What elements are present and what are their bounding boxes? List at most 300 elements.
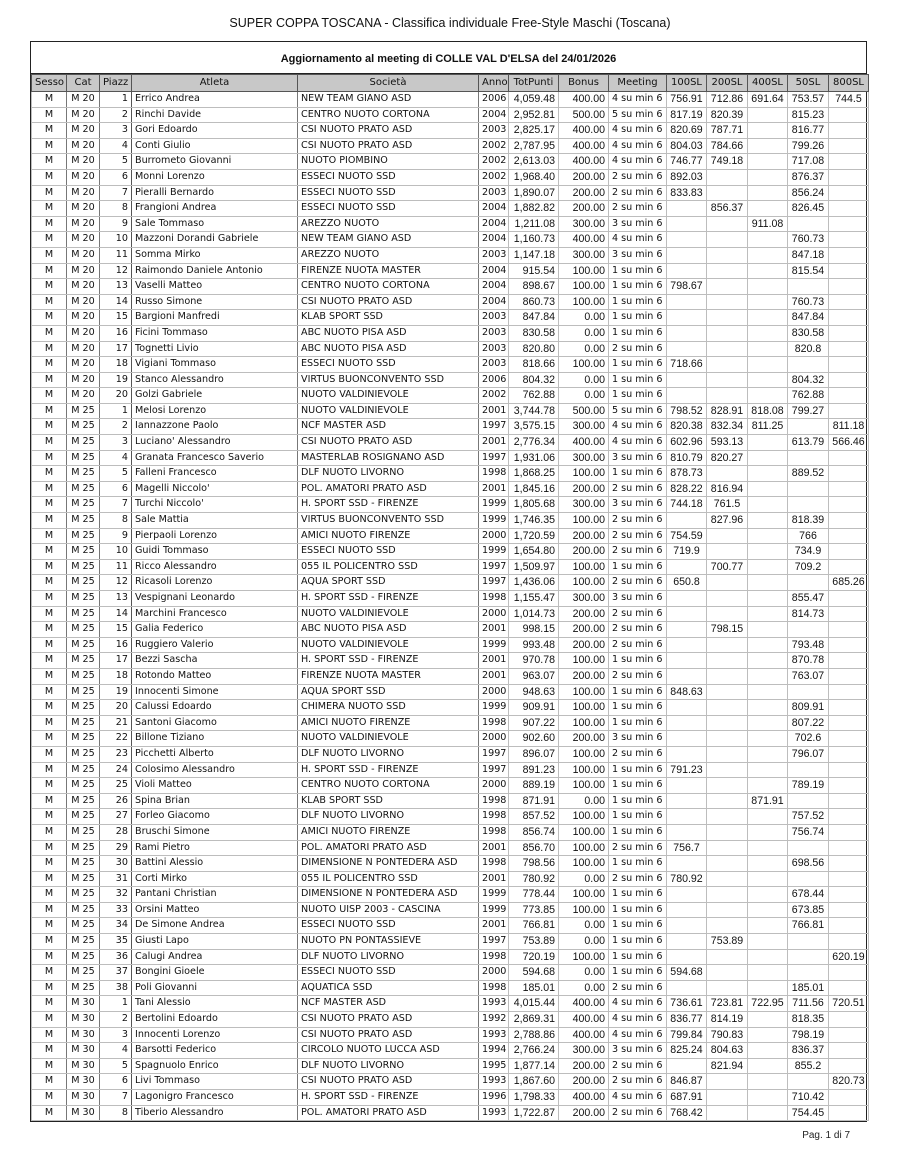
cell-cat: M 25	[67, 435, 100, 451]
cell-totpunti: 778.44	[509, 887, 559, 903]
cell-societa: DLF NUOTO LIVORNO	[298, 949, 479, 965]
cell-50sl	[788, 840, 829, 856]
cell-anno: 1998	[479, 591, 509, 607]
cell-sesso: M	[32, 435, 67, 451]
table-row	[32, 279, 869, 295]
cell-societa: ESSECI NUOTO SSD	[298, 965, 479, 981]
cell-50sl: 807.22	[788, 715, 829, 731]
cell-bonus: 200.00	[559, 1105, 609, 1121]
cell-400sl	[748, 341, 788, 357]
cell-meeting: 4 su min 6	[609, 154, 667, 170]
cell-sesso: M	[32, 263, 67, 279]
cell-400sl	[748, 856, 788, 872]
cell-totpunti: 773.85	[509, 902, 559, 918]
cell-piazz: 14	[100, 606, 132, 622]
header-col-400sl: 400SL	[748, 75, 788, 92]
cell-200sl	[707, 840, 748, 856]
cell-totpunti: 891.23	[509, 762, 559, 778]
cell-totpunti: 963.07	[509, 668, 559, 684]
cell-400sl	[748, 778, 788, 794]
cell-piazz: 8	[100, 201, 132, 217]
cell-meeting: 1 su min 6	[609, 793, 667, 809]
cell-cat: M 25	[67, 731, 100, 747]
cell-meeting: 3 su min 6	[609, 591, 667, 607]
cell-200sl: 593.13	[707, 435, 748, 451]
cell-50sl	[788, 871, 829, 887]
cell-400sl	[748, 1058, 788, 1074]
cell-atleta: Colosimo Alessandro	[132, 762, 298, 778]
cell-anno: 1993	[479, 996, 509, 1012]
cell-400sl	[748, 949, 788, 965]
cell-meeting: 2 su min 6	[609, 201, 667, 217]
cell-anno: 2002	[479, 154, 509, 170]
cell-atleta: Tiberio Alessandro	[132, 1105, 298, 1121]
cell-atleta: Bongini Gioele	[132, 965, 298, 981]
cell-piazz: 2	[100, 107, 132, 123]
cell-bonus: 400.00	[559, 154, 609, 170]
cell-100sl	[667, 980, 707, 996]
cell-totpunti: 1,014.73	[509, 606, 559, 622]
cell-piazz: 13	[100, 279, 132, 295]
cell-anno: 2001	[479, 871, 509, 887]
cell-800sl	[829, 762, 869, 778]
header-col-800sl: 800SL	[829, 75, 869, 92]
cell-800sl: 820.73	[829, 1074, 869, 1090]
cell-piazz: 30	[100, 856, 132, 872]
cell-meeting: 1 su min 6	[609, 466, 667, 482]
cell-meeting: 1 su min 6	[609, 559, 667, 575]
cell-cat: M 20	[67, 154, 100, 170]
cell-meeting: 1 su min 6	[609, 372, 667, 388]
cell-sesso: M	[32, 887, 67, 903]
cell-800sl	[829, 809, 869, 825]
cell-200sl	[707, 1105, 748, 1121]
cell-200sl: 723.81	[707, 996, 748, 1012]
table-row	[32, 92, 869, 108]
ranking-table	[31, 74, 869, 1121]
cell-50sl: 754.45	[788, 1105, 829, 1121]
cell-100sl	[667, 715, 707, 731]
cell-societa: ESSECI NUOTO SSD	[298, 169, 479, 185]
cell-meeting: 4 su min 6	[609, 1090, 667, 1106]
cell-100sl: 892.03	[667, 169, 707, 185]
cell-totpunti: 1,968.40	[509, 169, 559, 185]
cell-800sl	[829, 746, 869, 762]
cell-50sl	[788, 1074, 829, 1090]
cell-200sl	[707, 762, 748, 778]
cell-50sl	[788, 965, 829, 981]
cell-anno: 2002	[479, 388, 509, 404]
cell-cat: M 25	[67, 497, 100, 513]
cell-meeting: 2 su min 6	[609, 746, 667, 762]
table-row	[32, 778, 869, 794]
table-row	[32, 996, 869, 1012]
cell-bonus: 100.00	[559, 700, 609, 716]
cell-bonus: 400.00	[559, 1012, 609, 1028]
table-row	[32, 232, 869, 248]
cell-totpunti: 2,787.95	[509, 138, 559, 154]
cell-200sl	[707, 778, 748, 794]
cell-atleta: Mazzoni Dorandi Gabriele	[132, 232, 298, 248]
cell-meeting: 1 su min 6	[609, 388, 667, 404]
cell-200sl	[707, 544, 748, 560]
cell-societa: CSI NUOTO PRATO ASD	[298, 1027, 479, 1043]
cell-100sl	[667, 372, 707, 388]
cell-totpunti: 2,952.81	[509, 107, 559, 123]
cell-meeting: 2 su min 6	[609, 840, 667, 856]
cell-anno: 1996	[479, 1090, 509, 1106]
cell-50sl: 809.91	[788, 700, 829, 716]
cell-cat: M 20	[67, 294, 100, 310]
cell-bonus: 100.00	[559, 559, 609, 575]
cell-societa: ESSECI NUOTO SSD	[298, 918, 479, 934]
cell-100sl	[667, 232, 707, 248]
cell-sesso: M	[32, 1105, 67, 1121]
cell-400sl	[748, 1012, 788, 1028]
cell-piazz: 6	[100, 1074, 132, 1090]
cell-200sl: 749.18	[707, 154, 748, 170]
cell-cat: M 25	[67, 856, 100, 872]
cell-anno: 2001	[479, 918, 509, 934]
cell-meeting: 4 su min 6	[609, 92, 667, 108]
cell-anno: 1999	[479, 887, 509, 903]
table-row	[32, 591, 869, 607]
cell-atleta: Conti Giulio	[132, 138, 298, 154]
cell-800sl	[829, 403, 869, 419]
cell-cat: M 25	[67, 668, 100, 684]
cell-800sl	[829, 107, 869, 123]
cell-800sl	[829, 1105, 869, 1121]
cell-sesso: M	[32, 840, 67, 856]
cell-800sl	[829, 715, 869, 731]
cell-100sl	[667, 1058, 707, 1074]
cell-anno: 2004	[479, 216, 509, 232]
cell-anno: 2000	[479, 778, 509, 794]
header-col-cat: Cat	[67, 75, 100, 92]
cell-cat: M 25	[67, 793, 100, 809]
cell-bonus: 300.00	[559, 450, 609, 466]
cell-piazz: 18	[100, 668, 132, 684]
cell-400sl	[748, 528, 788, 544]
cell-800sl	[829, 1043, 869, 1059]
cell-societa: POL. AMATORI PRATO ASD	[298, 840, 479, 856]
cell-50sl: 711.56	[788, 996, 829, 1012]
cell-anno: 1998	[479, 980, 509, 996]
cell-bonus: 100.00	[559, 294, 609, 310]
cell-100sl	[667, 247, 707, 263]
cell-atleta: Tani Alessio	[132, 996, 298, 1012]
cell-meeting: 4 su min 6	[609, 419, 667, 435]
cell-societa: CENTRO NUOTO CORTONA	[298, 778, 479, 794]
table-row	[32, 1105, 869, 1121]
cell-sesso: M	[32, 762, 67, 778]
cell-bonus: 200.00	[559, 528, 609, 544]
cell-400sl	[748, 653, 788, 669]
cell-meeting: 1 su min 6	[609, 809, 667, 825]
cell-400sl	[748, 1105, 788, 1121]
cell-bonus: 400.00	[559, 435, 609, 451]
cell-totpunti: 830.58	[509, 325, 559, 341]
cell-anno: 1997	[479, 575, 509, 591]
cell-totpunti: 1,746.35	[509, 513, 559, 529]
cell-societa: ABC NUOTO PISA ASD	[298, 325, 479, 341]
cell-400sl	[748, 310, 788, 326]
table-row	[32, 1074, 869, 1090]
cell-800sl	[829, 856, 869, 872]
cell-bonus: 0.00	[559, 325, 609, 341]
cell-200sl: 827.96	[707, 513, 748, 529]
cell-atleta: Falleni Francesco	[132, 466, 298, 482]
cell-meeting: 2 su min 6	[609, 637, 667, 653]
cell-meeting: 2 su min 6	[609, 513, 667, 529]
cell-cat: M 20	[67, 279, 100, 295]
cell-50sl	[788, 419, 829, 435]
cell-cat: M 25	[67, 591, 100, 607]
cell-piazz: 34	[100, 918, 132, 934]
cell-400sl: 911.08	[748, 216, 788, 232]
cell-sesso: M	[32, 934, 67, 950]
cell-sesso: M	[32, 388, 67, 404]
cell-societa: AREZZO NUOTO	[298, 247, 479, 263]
cell-200sl	[707, 918, 748, 934]
table-row	[32, 668, 869, 684]
cell-piazz: 28	[100, 824, 132, 840]
table-row	[32, 700, 869, 716]
cell-anno: 2000	[479, 965, 509, 981]
cell-bonus: 100.00	[559, 466, 609, 482]
table-row	[32, 544, 869, 560]
cell-societa: NEW TEAM GIANO ASD	[298, 232, 479, 248]
cell-100sl	[667, 325, 707, 341]
cell-totpunti: 2,788.86	[509, 1027, 559, 1043]
cell-totpunti: 1,436.06	[509, 575, 559, 591]
cell-sesso: M	[32, 965, 67, 981]
cell-sesso: M	[32, 684, 67, 700]
cell-bonus: 100.00	[559, 575, 609, 591]
cell-sesso: M	[32, 918, 67, 934]
cell-50sl: 814.73	[788, 606, 829, 622]
cell-anno: 2001	[479, 435, 509, 451]
cell-totpunti: 2,766.24	[509, 1043, 559, 1059]
cell-piazz: 11	[100, 247, 132, 263]
cell-meeting: 2 su min 6	[609, 185, 667, 201]
cell-200sl	[707, 746, 748, 762]
cell-sesso: M	[32, 902, 67, 918]
cell-meeting: 1 su min 6	[609, 949, 667, 965]
cell-bonus: 100.00	[559, 809, 609, 825]
cell-800sl: 811.18	[829, 419, 869, 435]
cell-meeting: 2 su min 6	[609, 528, 667, 544]
cell-atleta: Innocenti Lorenzo	[132, 1027, 298, 1043]
cell-400sl	[748, 1027, 788, 1043]
cell-cat: M 25	[67, 684, 100, 700]
cell-cat: M 20	[67, 123, 100, 139]
cell-piazz: 12	[100, 263, 132, 279]
cell-200sl	[707, 871, 748, 887]
table-row	[32, 216, 869, 232]
cell-bonus: 100.00	[559, 840, 609, 856]
cell-totpunti: 2,613.03	[509, 154, 559, 170]
cell-cat: M 20	[67, 372, 100, 388]
cell-50sl: 766	[788, 528, 829, 544]
table-row	[32, 528, 869, 544]
cell-sesso: M	[32, 403, 67, 419]
cell-atleta: Stanco Alessandro	[132, 372, 298, 388]
cell-400sl: 818.08	[748, 403, 788, 419]
cell-200sl	[707, 325, 748, 341]
cell-meeting: 2 su min 6	[609, 169, 667, 185]
cell-anno: 2004	[479, 107, 509, 123]
cell-bonus: 100.00	[559, 902, 609, 918]
cell-anno: 1993	[479, 1027, 509, 1043]
cell-100sl: 825.24	[667, 1043, 707, 1059]
cell-100sl	[667, 653, 707, 669]
cell-cat: M 25	[67, 980, 100, 996]
cell-sesso: M	[32, 1090, 67, 1106]
cell-meeting: 1 su min 6	[609, 762, 667, 778]
cell-totpunti: 1,868.25	[509, 466, 559, 482]
cell-sesso: M	[32, 201, 67, 217]
cell-sesso: M	[32, 341, 67, 357]
cell-societa: AMICI NUOTO FIRENZE	[298, 528, 479, 544]
cell-cat: M 25	[67, 715, 100, 731]
cell-piazz: 3	[100, 1027, 132, 1043]
cell-anno: 1999	[479, 902, 509, 918]
cell-800sl	[829, 169, 869, 185]
cell-800sl	[829, 1058, 869, 1074]
cell-bonus: 300.00	[559, 419, 609, 435]
cell-societa: ESSECI NUOTO SSD	[298, 544, 479, 560]
cell-800sl	[829, 528, 869, 544]
cell-meeting: 2 su min 6	[609, 544, 667, 560]
table-row	[32, 809, 869, 825]
cell-cat: M 30	[67, 1012, 100, 1028]
cell-cat: M 25	[67, 762, 100, 778]
cell-100sl	[667, 310, 707, 326]
cell-800sl	[829, 591, 869, 607]
cell-meeting: 5 su min 6	[609, 107, 667, 123]
cell-400sl	[748, 107, 788, 123]
cell-totpunti: 1,509.97	[509, 559, 559, 575]
cell-400sl	[748, 325, 788, 341]
cell-meeting: 4 su min 6	[609, 232, 667, 248]
cell-200sl	[707, 793, 748, 809]
table-row	[32, 918, 869, 934]
cell-piazz: 5	[100, 466, 132, 482]
cell-meeting: 4 su min 6	[609, 123, 667, 139]
cell-meeting: 1 su min 6	[609, 653, 667, 669]
cell-200sl	[707, 310, 748, 326]
cell-50sl	[788, 934, 829, 950]
cell-societa: CSI NUOTO PRATO ASD	[298, 138, 479, 154]
cell-anno: 2004	[479, 279, 509, 295]
cell-100sl	[667, 606, 707, 622]
cell-50sl: 789.19	[788, 778, 829, 794]
cell-800sl	[829, 372, 869, 388]
cell-400sl	[748, 169, 788, 185]
cell-anno: 2003	[479, 341, 509, 357]
cell-100sl	[667, 622, 707, 638]
cell-sesso: M	[32, 294, 67, 310]
cell-800sl	[829, 481, 869, 497]
cell-800sl	[829, 1090, 869, 1106]
cell-100sl: 848.63	[667, 684, 707, 700]
cell-atleta: Corti Mirko	[132, 871, 298, 887]
cell-sesso: M	[32, 92, 67, 108]
cell-200sl	[707, 372, 748, 388]
cell-societa: CSI NUOTO PRATO ASD	[298, 294, 479, 310]
cell-400sl	[748, 809, 788, 825]
cell-50sl: 889.52	[788, 466, 829, 482]
cell-50sl: 847.84	[788, 310, 829, 326]
cell-50sl: 710.42	[788, 1090, 829, 1106]
table-row	[32, 1058, 869, 1074]
cell-piazz: 10	[100, 544, 132, 560]
cell-cat: M 25	[67, 700, 100, 716]
cell-800sl	[829, 793, 869, 809]
cell-50sl: 613.79	[788, 435, 829, 451]
cell-bonus: 200.00	[559, 544, 609, 560]
cell-400sl	[748, 606, 788, 622]
cell-totpunti: 804.32	[509, 372, 559, 388]
cell-50sl: 709.2	[788, 559, 829, 575]
cell-piazz: 9	[100, 528, 132, 544]
cell-50sl	[788, 949, 829, 965]
cell-cat: M 25	[67, 949, 100, 965]
header-col-atleta: Atleta	[132, 75, 298, 92]
cell-piazz: 3	[100, 123, 132, 139]
cell-cat: M 30	[67, 1074, 100, 1090]
cell-200sl	[707, 856, 748, 872]
cell-200sl	[707, 887, 748, 903]
cell-meeting: 2 su min 6	[609, 622, 667, 638]
cell-atleta: Monni Lorenzo	[132, 169, 298, 185]
cell-sesso: M	[32, 1043, 67, 1059]
cell-atleta: Pieralli Bernardo	[132, 185, 298, 201]
cell-800sl	[829, 279, 869, 295]
cell-societa: H. SPORT SSD - FIRENZE	[298, 653, 479, 669]
cell-piazz: 4	[100, 138, 132, 154]
cell-societa: FIRENZE NUOTA MASTER	[298, 668, 479, 684]
cell-atleta: Pierpaoli Lorenzo	[132, 528, 298, 544]
cell-cat: M 25	[67, 840, 100, 856]
cell-800sl: 685.26	[829, 575, 869, 591]
cell-bonus: 100.00	[559, 746, 609, 762]
cell-meeting: 4 su min 6	[609, 996, 667, 1012]
cell-200sl	[707, 575, 748, 591]
cell-100sl	[667, 700, 707, 716]
cell-totpunti: 820.80	[509, 341, 559, 357]
cell-bonus: 100.00	[559, 856, 609, 872]
table-row	[32, 294, 869, 310]
cell-atleta: Ficini Tommaso	[132, 325, 298, 341]
cell-50sl: 855.47	[788, 591, 829, 607]
cell-800sl	[829, 232, 869, 248]
cell-piazz: 9	[100, 216, 132, 232]
table-row	[32, 902, 869, 918]
cell-anno: 1998	[479, 809, 509, 825]
table-row	[32, 123, 869, 139]
cell-50sl: 185.01	[788, 980, 829, 996]
cell-50sl	[788, 622, 829, 638]
cell-bonus: 0.00	[559, 310, 609, 326]
cell-800sl	[829, 154, 869, 170]
cell-800sl	[829, 559, 869, 575]
cell-sesso: M	[32, 949, 67, 965]
cell-cat: M 25	[67, 450, 100, 466]
cell-100sl: 804.03	[667, 138, 707, 154]
cell-800sl	[829, 918, 869, 934]
